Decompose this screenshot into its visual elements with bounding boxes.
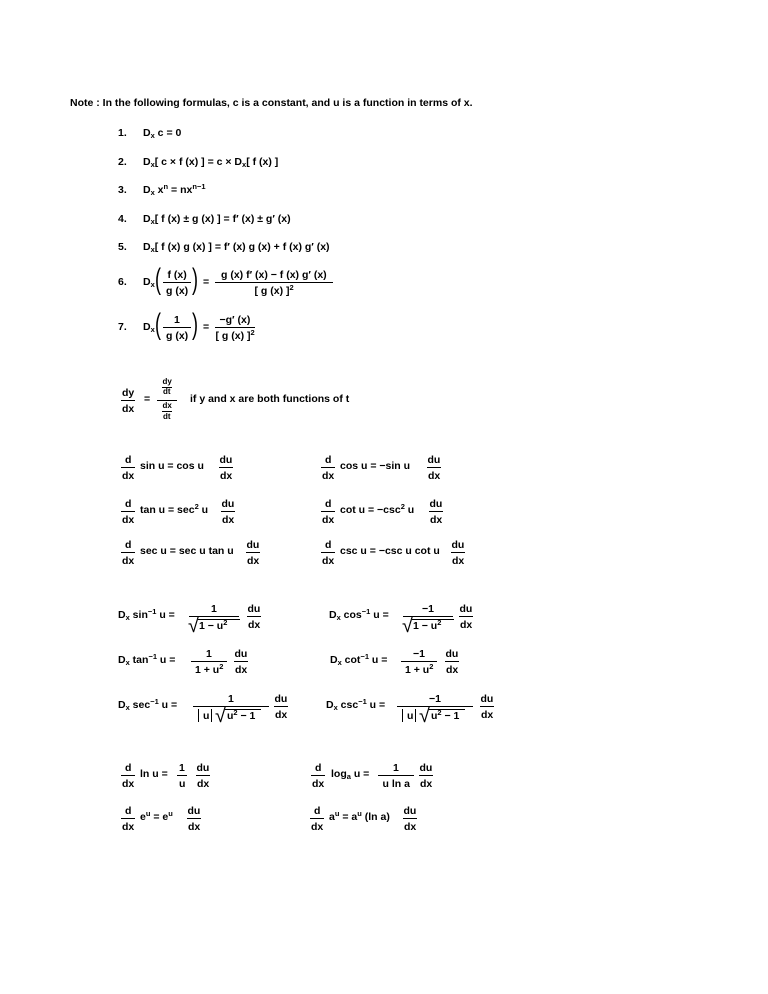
inverse-lhs: Dx $\sec^{-1} u$ = [118,697,178,712]
log-fraction-bar [177,775,187,776]
inverse-lhs: Dx $\csc^{-1} u$ = [326,697,386,712]
du-dx-denominator: dx [248,619,261,631]
trig-derivative: $\tan u = \sec^2 u$ [140,502,209,516]
d-dx-denominator: dx [122,778,135,790]
trig-derivative: csc u = −csc u cot u [340,545,440,557]
du-dx-numerator: du [480,693,494,705]
du-dx-denominator: dx [446,664,459,676]
radical-sign: √ [215,705,226,727]
trig-derivative: cos u = −sin u [340,460,411,472]
d-dx-bar [311,775,325,776]
log-fraction-numerator: 1 [179,762,185,774]
abs-u: u [407,710,414,722]
rule-number: 1. [118,127,127,139]
rule-formula: Dx[ c × f (x) ] = c × Dx[ f (x) ] [143,155,279,169]
exp-derivative: $e^u = e^u$ [140,809,173,823]
d-dx-numerator: d [315,762,322,774]
d-dx-denominator: dx [312,778,325,790]
du-dx-denominator: dx [275,709,288,721]
chain-lhs-denominator: dx [122,403,135,415]
abs-bar [211,709,212,722]
inverse-denominator: $u^2 - 1$ [431,708,460,722]
d-dx-numerator: d [125,498,132,510]
du-dx-denominator: dx [222,514,235,526]
du-dx-denominator: dx [197,778,210,790]
trig-derivative: sin u = cos u [140,460,204,472]
d-dx-bar [121,552,135,553]
du-dx-numerator: du [221,498,235,510]
result-fraction-denominator: [ g (x) ]$^2$ [215,328,255,342]
inverse-denominator: $u^2 - 1$ [227,708,256,722]
inverse-numerator: −1 [429,693,441,705]
d-dx-denominator: dx [122,470,135,482]
d-dx-bar [121,467,135,468]
rule-number: 3. [118,184,127,196]
inverse-lhs: Dx $\cot^{-1} u$ = [330,652,388,667]
du-dx-numerator: du [459,603,473,615]
inverse-fraction-denominator: $1 + u^2$ [195,662,224,676]
du-dx-bar [196,775,210,776]
inverse-denominator: $1 - u^2$ [199,618,228,632]
d-dx-numerator: d [325,454,332,466]
du-dx-numerator: du [403,805,417,817]
d-dx-bar [121,818,135,819]
inverse-denominator: $1 - u^2$ [413,618,442,632]
result-fraction-bar [215,327,255,328]
du-dx-numerator: du [427,454,441,466]
d-dx-numerator: d [314,805,321,817]
du-dx-bar [480,706,494,707]
inverse-lhs: Dx $\cos^{-1} u$ = [329,607,389,622]
d-dx-denominator: dx [122,821,135,833]
du-dx-denominator: dx [452,555,465,567]
left-paren: ( [155,308,161,341]
du-dx-numerator: du [451,539,465,551]
du-dx-numerator: du [445,648,459,660]
chain-dxdt-num: dx [162,401,172,410]
log-fraction-denominator: u [179,778,186,790]
abs-bar [415,709,416,722]
du-dx-bar [459,616,473,617]
abs-u: u [203,710,210,722]
rule-number: 5. [118,241,127,253]
rule-operator: Dx [143,321,155,334]
d-dx-bar [321,552,335,553]
du-dx-bar [187,818,201,819]
du-dx-bar [219,467,233,468]
d-dx-numerator: d [125,454,132,466]
equals-sign: = [144,393,151,405]
chain-lhs-numerator: dy [122,387,135,399]
log-derivative: loga u = [331,768,370,781]
result-fraction-bar [215,282,333,283]
rule-number: 6. [118,276,127,288]
rule-formula: Dx[ f (x) g (x) ] = f′ (x) g (x) + f (x) g′ (x) [143,241,330,254]
radical-sign: √ [419,705,430,727]
inverse-fraction-numerator: −1 [413,648,425,660]
log-derivative: ln u = [140,768,168,780]
inner-fraction-denominator: g (x) [166,330,189,342]
d-dx-bar [321,511,335,512]
note-text: Note : In the following formulas, c is a constant, and u is a function in terms of x. [70,97,473,109]
d-dx-numerator: d [125,539,132,551]
abs-bar [198,709,199,722]
d-dx-numerator: d [325,539,332,551]
rule-number: 2. [118,155,127,168]
d-dx-numerator: d [125,805,132,817]
rule-formula: Dx c = 0 [143,127,182,140]
du-dx-numerator: du [429,498,443,510]
du-dx-denominator: dx [220,470,233,482]
d-dx-bar [321,467,335,468]
du-dx-numerator: du [219,454,233,466]
d-dx-denominator: dx [322,514,335,526]
du-dx-numerator: du [246,539,260,551]
inner-fraction-bar [163,327,191,328]
du-dx-denominator: dx [420,778,433,790]
d-dx-numerator: d [125,762,132,774]
du-dx-bar [246,552,260,553]
chain-condition: if y and x are both functions of t [190,393,350,405]
inverse-fraction-denominator: $1 + u^2$ [405,662,434,676]
inverse-bar [193,706,269,707]
du-dx-numerator: du [419,762,433,774]
trig-derivative: $\cot u = -\csc^2$ u [340,502,415,516]
chain-dydt-num: dy [162,377,172,386]
du-dx-bar [419,775,433,776]
du-dx-numerator: du [187,805,201,817]
inverse-numerator: −1 [422,603,434,615]
inverse-lhs: Dx $\tan^{-1} u$ = [118,652,176,667]
du-dx-bar [429,511,443,512]
du-dx-numerator: du [234,648,248,660]
chain-lhs-bar [121,400,135,401]
d-dx-denominator: dx [122,555,135,567]
d-dx-denominator: dx [322,470,335,482]
du-dx-denominator: dx [428,470,441,482]
left-paren: ( [155,263,161,296]
right-paren: ) [192,263,198,296]
exp-derivative: $a^u = a^u$ (ln a) [329,809,390,823]
inner-fraction-numerator: 1 [174,314,180,326]
d-dx-denominator: dx [122,514,135,526]
du-dx-numerator: du [196,762,210,774]
result-fraction-numerator: g (x) f′ (x) − f (x) g′ (x) [221,269,327,281]
du-dx-denominator: dx [247,555,260,567]
result-fraction-denominator: [ g (x) ]$^2$ [254,283,294,297]
right-paren: ) [192,308,198,341]
du-dx-bar [274,706,288,707]
du-dx-denominator: dx [481,709,494,721]
rule-operator: Dx [143,276,155,289]
inner-fraction-numerator: f (x) [167,269,187,281]
d-dx-bar [121,511,135,512]
rule-formula: Dx $x^n = nx^{n-1}$ [143,182,206,197]
result-fraction-numerator: −g′ (x) [219,314,251,326]
d-dx-bar [121,775,135,776]
d-dx-bar [310,818,324,819]
du-dx-bar [221,511,235,512]
log-fraction-numerator: 1 [393,762,399,774]
rule-formula: Dx[ f (x) ± g (x) ] = f′ (x) ± g′ (x) [143,212,291,226]
du-dx-numerator: du [247,603,261,615]
inverse-numerator: 1 [228,693,234,705]
du-dx-denominator: dx [460,619,473,631]
du-dx-bar [451,552,465,553]
du-dx-bar [403,818,417,819]
log-fraction-bar [378,775,414,776]
rule-number: 4. [118,212,127,225]
inner-fraction-bar [163,282,191,283]
du-dx-bar [247,616,261,617]
inverse-lhs: Dx $\sin^{-1} u$ = [118,607,175,622]
trig-derivative: sec u = sec u tan u [140,545,234,557]
du-dx-denominator: dx [430,514,443,526]
du-dx-denominator: dx [404,821,417,833]
du-dx-numerator: du [274,693,288,705]
d-dx-numerator: d [325,498,332,510]
equals-sign: = [203,321,210,333]
inner-fraction-denominator: g (x) [166,285,189,297]
radical-sign: √ [402,615,413,637]
chain-dxdt-den: dt [163,412,171,421]
inverse-bar [397,706,473,707]
inverse-numerator: 1 [211,603,217,615]
chain-dydt-den: dt [163,387,171,396]
inverse-fraction-numerator: 1 [206,648,212,660]
du-dx-denominator: dx [235,664,248,676]
abs-bar [402,709,403,722]
d-dx-denominator: dx [311,821,324,833]
rule-number: 7. [118,321,127,333]
du-dx-denominator: dx [188,821,201,833]
log-fraction-denominator: u ln a [382,778,410,790]
equals-sign: = [203,276,210,288]
du-dx-bar [445,661,459,662]
radical-sign: √ [188,615,199,637]
du-dx-bar [234,661,248,662]
d-dx-denominator: dx [322,555,335,567]
du-dx-bar [427,467,441,468]
